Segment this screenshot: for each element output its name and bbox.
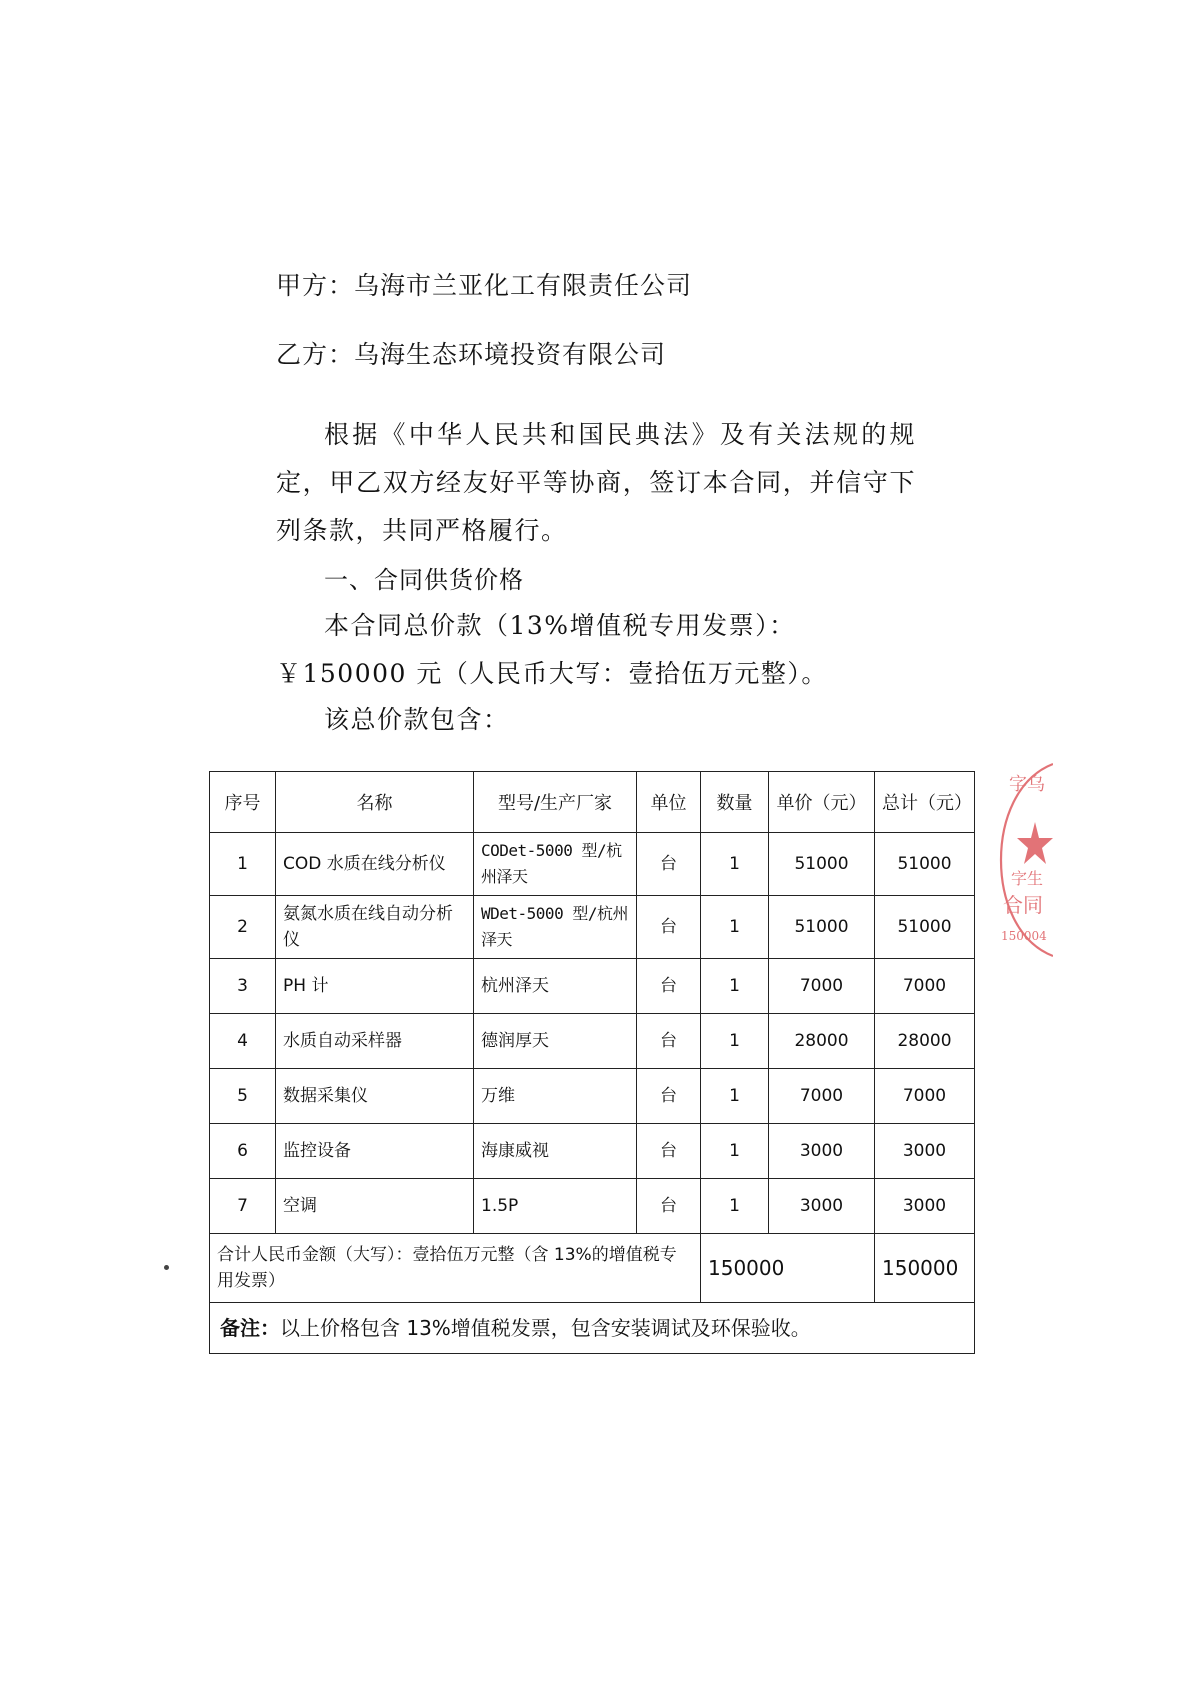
row-index: 6 bbox=[210, 1124, 276, 1179]
row-index: 5 bbox=[210, 1069, 276, 1124]
row-index: 2 bbox=[210, 896, 276, 959]
row-unit-price: 7000 bbox=[769, 959, 875, 1014]
price-includes-line: 该总价款包含： bbox=[324, 705, 510, 734]
section-heading: 一、合同供货价格 bbox=[324, 566, 524, 594]
party-b-line: 乙方：乌海生态环境投资有限公司 bbox=[276, 340, 667, 369]
party-a-line: 甲方：乌海市兰亚化工有限责任公司 bbox=[276, 271, 693, 300]
row-name: 监控设备 bbox=[276, 1124, 474, 1179]
row-total: 7000 bbox=[875, 1069, 975, 1124]
row-unit: 台 bbox=[637, 833, 701, 896]
table-row bbox=[210, 1069, 975, 1124]
row-index: 4 bbox=[210, 1014, 276, 1069]
row-unit: 台 bbox=[637, 1124, 701, 1179]
row-index: 7 bbox=[210, 1179, 276, 1234]
row-quantity: 1 bbox=[701, 1179, 769, 1234]
total-price-paragraph: 本合同总价款（13%增值税专用发票）：￥150000 元（人民币大写：壹拾伍万元整）。 bbox=[276, 611, 828, 688]
table-row bbox=[210, 1014, 975, 1069]
table-row bbox=[210, 1179, 975, 1234]
total-amount-sum: 150000 bbox=[875, 1234, 975, 1303]
row-quantity: 1 bbox=[701, 1069, 769, 1124]
row-index: 3 bbox=[210, 959, 276, 1014]
row-model: 海康威视 bbox=[474, 1124, 637, 1179]
row-unit: 台 bbox=[637, 959, 701, 1014]
row-model: 德润厚天 bbox=[474, 1014, 637, 1069]
seal-text-1: 字乌 bbox=[1009, 774, 1045, 795]
row-unit-price: 7000 bbox=[769, 1069, 875, 1124]
total-row bbox=[210, 1234, 975, 1303]
row-total: 7000 bbox=[875, 959, 975, 1014]
row-unit: 台 bbox=[637, 1014, 701, 1069]
row-name: 水质自动采样器 bbox=[276, 1014, 474, 1069]
row-unit-price: 3000 bbox=[769, 1179, 875, 1234]
seal-text-3: 合同 bbox=[1003, 893, 1043, 917]
row-quantity: 1 bbox=[701, 1014, 769, 1069]
header-total: 总计（元） bbox=[875, 772, 975, 833]
header-model: 型号/生产厂家 bbox=[474, 772, 637, 833]
header-unit-price: 单价（元） bbox=[769, 772, 875, 833]
row-unit-price: 51000 bbox=[769, 896, 875, 959]
row-model: 万维 bbox=[474, 1069, 637, 1124]
seal-text-4: 150004 bbox=[1001, 929, 1047, 943]
row-unit: 台 bbox=[637, 1069, 701, 1124]
table-row bbox=[210, 959, 975, 1014]
row-name: COD 水质在线分析仪 bbox=[276, 833, 474, 896]
total-amount-label: 合计人民币金额（大写）：壹拾伍万元整（含 13%的增值税专用发票） bbox=[210, 1234, 701, 1303]
row-unit-price: 3000 bbox=[769, 1124, 875, 1179]
row-total: 3000 bbox=[875, 1179, 975, 1234]
header-quantity: 数量 bbox=[701, 772, 769, 833]
row-name: PH 计 bbox=[276, 959, 474, 1014]
note-cell bbox=[210, 1303, 975, 1354]
note-text: 以上价格包含 13%增值税发票，包含安装调试及环保验收。 bbox=[280, 1316, 811, 1340]
row-model: 杭州泽天 bbox=[474, 959, 637, 1014]
row-unit: 台 bbox=[637, 896, 701, 959]
row-model: CODet-5000 型/杭州泽天 bbox=[474, 833, 637, 896]
row-quantity: 1 bbox=[701, 959, 769, 1014]
intro-paragraph: 根据《中华人民共和国民典法》及有关法规的规定，甲乙双方经友好平等协商，签订本合同，并信守下列条款，共同严格履行。 bbox=[276, 420, 916, 545]
row-quantity: 1 bbox=[701, 1124, 769, 1179]
company-seal-fragment bbox=[995, 760, 1053, 960]
row-name: 氨氮水质在线自动分析仪 bbox=[276, 896, 474, 959]
star-icon bbox=[1017, 822, 1053, 864]
row-unit-price: 51000 bbox=[769, 833, 875, 896]
note-row bbox=[210, 1303, 975, 1354]
row-name: 数据采集仪 bbox=[276, 1069, 474, 1124]
table-row bbox=[210, 833, 975, 896]
row-quantity: 1 bbox=[701, 833, 769, 896]
total-amount-value: 150000 bbox=[701, 1234, 875, 1303]
row-model: 1.5P bbox=[474, 1179, 637, 1234]
row-total: 51000 bbox=[875, 896, 975, 959]
header-name: 名称 bbox=[276, 772, 474, 833]
header-unit: 单位 bbox=[637, 772, 701, 833]
row-total: 3000 bbox=[875, 1124, 975, 1179]
row-total: 51000 bbox=[875, 833, 975, 896]
note-label: 备注： bbox=[220, 1316, 280, 1340]
row-unit: 台 bbox=[637, 1179, 701, 1234]
price-table bbox=[209, 771, 975, 1354]
row-model: WDet-5000 型/杭州泽天 bbox=[474, 896, 637, 959]
row-index: 1 bbox=[210, 833, 276, 896]
table-row bbox=[210, 896, 975, 959]
table-header-row bbox=[210, 772, 975, 833]
row-total: 28000 bbox=[875, 1014, 975, 1069]
row-unit-price: 28000 bbox=[769, 1014, 875, 1069]
header-index: 序号 bbox=[210, 772, 276, 833]
row-name: 空调 bbox=[276, 1179, 474, 1234]
seal-text-2: 字生 bbox=[1011, 869, 1044, 888]
table-row bbox=[210, 1124, 975, 1179]
margin-mark bbox=[164, 1265, 169, 1270]
row-quantity: 1 bbox=[701, 896, 769, 959]
